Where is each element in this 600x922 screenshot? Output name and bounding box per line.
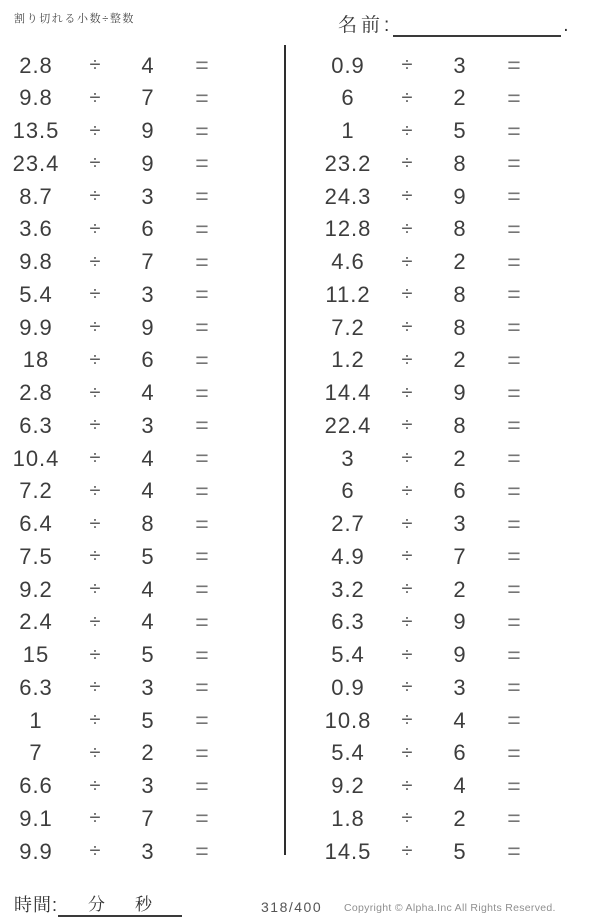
dividend: 6.4 [19, 511, 53, 536]
problem-row [4, 640, 230, 671]
problem-row [316, 476, 542, 507]
dividend: 7.2 [331, 314, 365, 340]
divisor: 8 [453, 281, 467, 307]
dividend: 10.8 [324, 707, 372, 733]
dividend: 6 [341, 85, 355, 111]
dividend: 9.8 [19, 249, 53, 274]
divide-operator-icon: ÷ [89, 807, 101, 830]
equals-sign: = [507, 248, 521, 275]
divisor: 2 [453, 445, 467, 471]
divide-operator-icon: ÷ [401, 414, 413, 437]
equals-sign: = [507, 772, 521, 799]
divisor: 9 [453, 609, 467, 635]
divide-operator-icon: ÷ [89, 709, 101, 731]
divide-operator-icon: ÷ [89, 741, 101, 764]
dividend: 3.2 [331, 576, 365, 602]
problem-row [4, 836, 230, 867]
problem-row [316, 345, 542, 376]
equals-sign: = [507, 314, 521, 340]
divide-operator-icon: ÷ [89, 54, 101, 76]
divisor: 3 [141, 674, 155, 700]
problem-row [4, 541, 230, 572]
dividend: 15 [22, 642, 50, 667]
divisor: 8 [453, 216, 467, 242]
problem-row [4, 443, 230, 474]
dividend: 6.6 [19, 773, 53, 798]
divisor: 2 [453, 347, 467, 373]
problem-row [4, 279, 230, 310]
problem-row [316, 705, 542, 736]
dividend: 5.4 [19, 281, 53, 307]
divide-operator-icon: ÷ [401, 610, 413, 633]
problems-column-left [4, 50, 230, 867]
divide-operator-icon: ÷ [401, 807, 413, 830]
equals-sign: = [195, 576, 209, 602]
problem-row [316, 116, 542, 147]
name-line-period: . [563, 15, 569, 36]
dividend: 2.4 [19, 609, 53, 635]
column-divider-line [284, 45, 286, 855]
divisor: 7 [141, 85, 155, 111]
divisor: 3 [141, 412, 155, 438]
dividend: 6.3 [331, 609, 365, 635]
equals-sign: = [195, 346, 209, 373]
dividend: 9.8 [19, 85, 53, 111]
divisor: 3 [453, 52, 467, 78]
divide-operator-icon: ÷ [89, 381, 101, 404]
problem-row [4, 116, 230, 147]
divide-operator-icon: ÷ [89, 840, 101, 862]
dividend: 1 [341, 118, 355, 143]
equals-sign: = [507, 117, 521, 144]
divide-operator-icon: ÷ [401, 447, 413, 469]
dividend: 10.4 [12, 445, 60, 471]
page-number: 318/400 [261, 899, 323, 915]
divisor: 9 [141, 150, 155, 176]
problem-row [316, 607, 542, 638]
divisor: 3 [141, 183, 155, 209]
divisor: 7 [141, 805, 155, 831]
dividend: 24.3 [324, 183, 372, 209]
dividend: 4.9 [331, 543, 365, 569]
divide-operator-icon: ÷ [401, 512, 413, 535]
divisor: 3 [453, 511, 467, 536]
dividend: 4.6 [331, 249, 365, 274]
equals-sign: = [195, 150, 209, 177]
divide-operator-icon: ÷ [89, 479, 101, 502]
equals-sign: = [507, 576, 521, 602]
equals-sign: = [507, 346, 521, 373]
divisor: 8 [453, 150, 467, 176]
time-label: 時間: [14, 895, 59, 915]
problem-row [4, 476, 230, 507]
dividend: 23.4 [12, 150, 60, 176]
divisor: 6 [453, 740, 467, 766]
dividend: 5.4 [331, 642, 365, 667]
copyright-notice: Copyright © Alpha.Inc All Rights Reserved. [344, 902, 556, 914]
equals-sign: = [195, 412, 209, 439]
divisor: 9 [141, 118, 155, 143]
problem-row [4, 705, 230, 736]
equals-sign: = [507, 805, 521, 832]
equals-sign: = [507, 445, 521, 471]
dividend: 7.5 [19, 543, 53, 569]
equals-sign: = [507, 84, 521, 111]
dividend: 9.2 [19, 576, 53, 602]
divide-operator-icon: ÷ [401, 381, 413, 404]
problem-row [316, 214, 542, 245]
equals-sign: = [507, 183, 521, 209]
problem-row [316, 509, 542, 540]
problems-column-right [316, 50, 542, 867]
problem-row [4, 148, 230, 179]
dividend: 3 [341, 445, 355, 471]
problem-row [316, 803, 542, 834]
problem-row [316, 738, 542, 769]
divisor: 2 [453, 805, 467, 831]
problem-row [4, 410, 230, 441]
divide-operator-icon: ÷ [401, 316, 413, 338]
divide-operator-icon: ÷ [401, 152, 413, 175]
problem-row [4, 312, 230, 343]
problem-row [4, 771, 230, 802]
equals-sign: = [195, 838, 209, 864]
divisor: 3 [141, 838, 155, 864]
dividend: 14.4 [324, 380, 372, 405]
equals-sign: = [507, 739, 521, 766]
equals-sign: = [507, 52, 521, 78]
equals-sign: = [195, 772, 209, 799]
time-field [14, 891, 182, 917]
problem-row [316, 410, 542, 441]
divide-operator-icon: ÷ [89, 217, 101, 240]
dividend: 11.2 [325, 281, 371, 307]
problem-row [316, 312, 542, 343]
dividend: 23.2 [324, 150, 372, 176]
divisor: 4 [141, 478, 155, 504]
divide-operator-icon: ÷ [401, 86, 413, 109]
divisor: 9 [453, 380, 467, 405]
divide-operator-icon: ÷ [401, 578, 413, 600]
dividend: 1.2 [331, 347, 365, 373]
divisor: 2 [453, 576, 467, 602]
divide-operator-icon: ÷ [89, 610, 101, 633]
dividend: 9.9 [19, 314, 53, 340]
problem-row [316, 50, 542, 81]
divisor: 9 [453, 183, 467, 209]
seconds-label: 秒 [135, 895, 153, 914]
divide-operator-icon: ÷ [401, 479, 413, 502]
divide-operator-icon: ÷ [89, 152, 101, 175]
name-blank-line [393, 13, 561, 37]
problem-row [316, 574, 542, 605]
dividend: 6.3 [19, 412, 53, 438]
divisor: 9 [141, 314, 155, 340]
dividend: 12.8 [324, 216, 372, 242]
name-field [338, 10, 569, 37]
divide-operator-icon: ÷ [89, 414, 101, 437]
problem-row [4, 83, 230, 114]
problem-row [316, 378, 542, 409]
time-blank-line [58, 893, 182, 917]
divisor: 5 [141, 707, 155, 733]
dividend: 7.2 [19, 478, 53, 504]
divisor: 5 [453, 838, 467, 864]
divisor: 4 [141, 609, 155, 635]
divisor: 3 [453, 674, 467, 700]
divisor: 7 [453, 543, 467, 569]
divisor: 2 [453, 249, 467, 274]
divisor: 5 [453, 118, 467, 143]
problem-row [4, 247, 230, 278]
equals-sign: = [195, 183, 209, 209]
divide-operator-icon: ÷ [401, 250, 413, 273]
divide-operator-icon: ÷ [401, 741, 413, 764]
dividend: 9.1 [19, 805, 53, 831]
problem-row [316, 443, 542, 474]
equals-sign: = [195, 608, 209, 635]
divisor: 2 [453, 85, 467, 111]
divide-operator-icon: ÷ [89, 643, 101, 666]
divisor: 4 [453, 773, 467, 798]
equals-sign: = [195, 248, 209, 275]
problem-row [4, 803, 230, 834]
equals-sign: = [195, 674, 209, 701]
divide-operator-icon: ÷ [401, 283, 413, 306]
problem-row [316, 541, 542, 572]
divide-operator-icon: ÷ [89, 119, 101, 142]
divide-operator-icon: ÷ [89, 774, 101, 797]
divisor: 4 [453, 707, 467, 733]
divide-operator-icon: ÷ [401, 348, 413, 371]
divisor: 4 [141, 380, 155, 405]
equals-sign: = [195, 707, 209, 733]
equals-sign: = [195, 52, 209, 78]
divide-operator-icon: ÷ [401, 676, 413, 699]
divisor: 8 [453, 412, 467, 438]
divide-operator-icon: ÷ [89, 512, 101, 535]
problem-row [316, 83, 542, 114]
equals-sign: = [507, 838, 521, 864]
problem-row [316, 672, 542, 703]
divide-operator-icon: ÷ [401, 185, 413, 207]
divisor: 4 [141, 445, 155, 471]
equals-sign: = [195, 314, 209, 340]
divisor: 6 [141, 347, 155, 373]
equals-sign: = [507, 150, 521, 177]
problem-row [4, 672, 230, 703]
equals-sign: = [507, 510, 521, 537]
dividend: 1.8 [331, 805, 365, 831]
dividend: 9.9 [19, 838, 53, 864]
problem-row [4, 181, 230, 212]
divide-operator-icon: ÷ [401, 709, 413, 731]
dividend: 0.9 [331, 52, 365, 78]
dividend: 14.5 [324, 838, 372, 864]
dividend: 6 [341, 478, 355, 504]
equals-sign: = [507, 379, 521, 406]
divide-operator-icon: ÷ [89, 185, 101, 207]
divisor: 6 [141, 216, 155, 242]
divide-operator-icon: ÷ [89, 348, 101, 371]
divide-operator-icon: ÷ [89, 250, 101, 273]
dividend: 2.7 [331, 511, 365, 536]
dividend: 13.5 [12, 118, 60, 143]
equals-sign: = [507, 674, 521, 701]
worksheet-title: 割り切れる小数÷整数 [14, 13, 136, 25]
divisor: 5 [141, 642, 155, 667]
equals-sign: = [195, 477, 209, 504]
equals-sign: = [507, 543, 521, 570]
equals-sign: = [507, 477, 521, 504]
divisor: 4 [141, 52, 155, 78]
problem-row [4, 214, 230, 245]
divide-operator-icon: ÷ [401, 54, 413, 76]
divisor: 5 [141, 543, 155, 569]
divisor: 7 [141, 249, 155, 274]
dividend: 8.7 [19, 183, 53, 209]
problem-row [316, 279, 542, 310]
divisor: 4 [141, 576, 155, 602]
divisor: 9 [453, 642, 467, 667]
dividend: 3.6 [19, 216, 53, 242]
equals-sign: = [507, 641, 521, 668]
divide-operator-icon: ÷ [401, 217, 413, 240]
divide-operator-icon: ÷ [89, 86, 101, 109]
divide-operator-icon: ÷ [89, 447, 101, 469]
divisor: 8 [453, 314, 467, 340]
divide-operator-icon: ÷ [89, 283, 101, 306]
equals-sign: = [507, 707, 521, 733]
minutes-label: 分 [88, 895, 106, 914]
divisor: 3 [141, 281, 155, 307]
equals-sign: = [195, 117, 209, 144]
problem-row [4, 378, 230, 409]
divide-operator-icon: ÷ [89, 676, 101, 699]
problem-row [4, 607, 230, 638]
divisor: 2 [141, 740, 155, 766]
problem-row [4, 345, 230, 376]
dividend: 1 [29, 707, 43, 733]
dividend: 2.8 [19, 380, 53, 405]
divisor: 3 [141, 773, 155, 798]
divide-operator-icon: ÷ [401, 545, 413, 568]
equals-sign: = [195, 805, 209, 832]
equals-sign: = [195, 641, 209, 668]
problem-row [4, 509, 230, 540]
problem-row [316, 836, 542, 867]
divide-operator-icon: ÷ [401, 643, 413, 666]
divide-operator-icon: ÷ [401, 840, 413, 862]
equals-sign: = [195, 215, 209, 242]
equals-sign: = [507, 412, 521, 439]
dividend: 18 [22, 347, 50, 373]
problem-row [316, 148, 542, 179]
divide-operator-icon: ÷ [401, 119, 413, 142]
problem-row [316, 181, 542, 212]
equals-sign: = [195, 379, 209, 406]
equals-sign: = [195, 739, 209, 766]
problem-row [316, 247, 542, 278]
dividend: 2.8 [19, 52, 53, 78]
equals-sign: = [195, 445, 209, 471]
divide-operator-icon: ÷ [89, 578, 101, 600]
dividend: 22.4 [324, 412, 372, 438]
equals-sign: = [507, 608, 521, 635]
divide-operator-icon: ÷ [401, 774, 413, 797]
problem-row [316, 640, 542, 671]
equals-sign: = [195, 84, 209, 111]
equals-sign: = [195, 281, 209, 308]
divisor: 6 [453, 478, 467, 504]
name-label: 名前: [338, 15, 394, 36]
dividend: 6.3 [19, 674, 53, 700]
problem-row [4, 574, 230, 605]
problem-row [316, 771, 542, 802]
equals-sign: = [507, 215, 521, 242]
divide-operator-icon: ÷ [89, 545, 101, 568]
problem-row [4, 50, 230, 81]
equals-sign: = [195, 543, 209, 570]
problem-row [4, 738, 230, 769]
divide-operator-icon: ÷ [89, 316, 101, 338]
equals-sign: = [195, 510, 209, 537]
dividend: 0.9 [331, 674, 365, 700]
dividend: 7 [29, 740, 43, 766]
equals-sign: = [507, 281, 521, 308]
dividend: 5.4 [331, 740, 365, 766]
dividend: 9.2 [331, 773, 365, 798]
divisor: 8 [141, 511, 155, 536]
problems-area [0, 50, 600, 867]
